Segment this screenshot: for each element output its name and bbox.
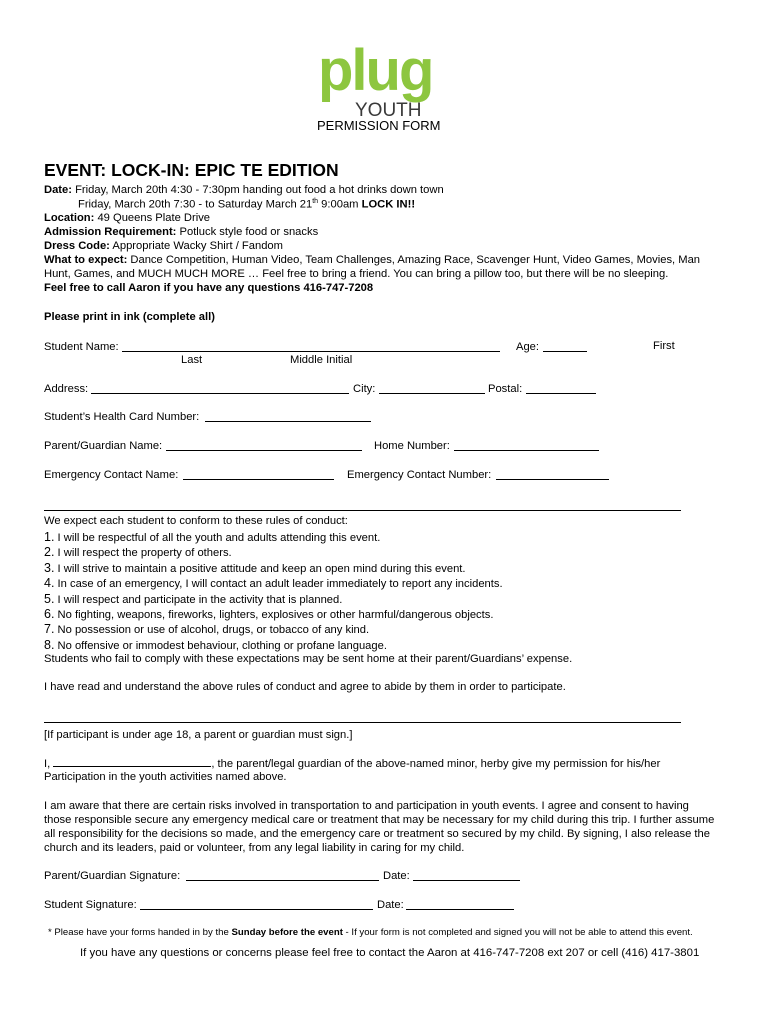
middle-initial-label: Middle Initial <box>290 354 353 366</box>
student-date-field[interactable] <box>406 900 514 910</box>
rule-item <box>44 545 503 560</box>
risk-line: church and its leaders, paid or volunteer, from any legal liability in caring for my child. <box>44 842 465 854</box>
expect-line2: Hunt, Games, and MUCH MUCH MORE … Feel free to bring a friend. You can bring a pillow too, but there will be no sleeping. <box>44 268 669 280</box>
rule-item <box>44 576 503 591</box>
date-row-2 <box>78 198 415 211</box>
age-label: Age: <box>516 341 540 353</box>
footer-note-a: * Please have your forms handed in by the <box>48 927 232 938</box>
divider-1 <box>44 510 681 511</box>
lock-in-label: LOCK IN!! <box>361 198 416 211</box>
rule-text: I will respect and participate in the activity that is planned. <box>57 593 343 606</box>
parent-signature-label: Parent/Guardian Signature: <box>44 870 181 882</box>
student-signature-field[interactable] <box>140 900 373 910</box>
divider-2 <box>44 722 681 723</box>
rule-text: I will be respectful of all the youth and adults attending this event. <box>57 532 381 544</box>
date-line2-sup: th <box>312 198 319 205</box>
location-value: 49 Queens Plate Drive <box>97 212 211 224</box>
rule-item <box>44 561 503 576</box>
guardian-name-label: Parent/Guardian Name: <box>44 440 163 452</box>
rule-number: 2. <box>44 545 55 560</box>
student-signature-label: Student Signature: <box>44 899 137 911</box>
health-card-label: Student’s Health Card Number: <box>44 411 200 423</box>
expect-line1: Dance Competition, Human Video, Team Challenges, Amazing Race, Scavenger Hunt, Video Games, Movies, Man <box>130 254 701 266</box>
emergency-name-label: Emergency Contact Name: <box>44 469 179 481</box>
rule-number: 1. <box>44 530 55 544</box>
print-note: Please print in ink (complete all) <box>44 311 215 323</box>
date-line1: Friday, March 20th 4:30 - 7:30pm handing out food a hot drinks down town <box>75 184 444 196</box>
parent-signature-field[interactable] <box>186 871 379 881</box>
rule-number: 3. <box>44 560 55 575</box>
guardian-statement <box>44 757 660 770</box>
rule-number: 5. <box>44 591 55 606</box>
age-field[interactable] <box>543 342 587 352</box>
rule-item <box>44 638 503 653</box>
admission-value: Potluck style food or snacks <box>179 226 319 238</box>
rule-text: No offensive or immodest behaviour, clothing or profane language. <box>57 639 387 652</box>
risk-paragraph <box>44 799 714 855</box>
rule-text: No fighting, weapons, fireworks, lighters, explosives or other harmful/dangerous objects. <box>57 608 494 621</box>
student-date-label: Date: <box>377 899 404 911</box>
parent-date-label: Date: <box>383 870 410 882</box>
date-row <box>44 184 444 196</box>
parent-date-field[interactable] <box>413 871 520 881</box>
dress-label: Dress Code: <box>44 240 110 252</box>
postal-label: Postal: <box>488 383 523 395</box>
city-label: City: <box>353 383 376 395</box>
dress-row <box>44 240 283 252</box>
rules-list <box>44 530 503 653</box>
city-field[interactable] <box>379 384 485 394</box>
rules-consequence: Students who fail to comply with these expectations may be sent home at their parent/Guardians’ expense. <box>44 653 573 665</box>
risk-line: all responsibility for the decisions so made, and the emergency care or treatment so secured by my child. By signing, I also release the <box>44 828 710 840</box>
rule-item <box>44 622 503 637</box>
footer-contact: If you have any questions or concerns please feel free to contact the Aaron at 416-747-7208 ext 207 or cell (416) 417-3801 <box>80 947 700 959</box>
rule-text: No possession or use of alcohol, drugs, or tobacco of any kind. <box>57 624 370 637</box>
rules-intro: We expect each student to conform to these rules of conduct: <box>44 515 348 527</box>
call-line: Feel free to call Aaron if you have any questions 416-747-7208 <box>44 282 374 294</box>
first-label: First <box>653 340 675 352</box>
emergency-number-field[interactable] <box>496 470 609 480</box>
expect-label: What to expect: <box>44 254 128 266</box>
rules-ol <box>44 530 503 653</box>
plug-youth-logo <box>318 40 463 120</box>
rule-number: 6. <box>44 606 55 621</box>
guardian-i-field[interactable] <box>53 757 211 767</box>
rules-agreement: I have read and understand the above rules of conduct and agree to abide by them in order to participate. <box>44 681 566 693</box>
expect-row <box>44 254 700 266</box>
rule-item <box>44 592 503 607</box>
location-row <box>44 212 210 224</box>
admission-label: Admission Requirement: <box>44 226 177 238</box>
emergency-number-label: Emergency Contact Number: <box>347 469 492 481</box>
event-title: EVENT: LOCK-IN: EPIC TE EDITION <box>44 160 339 180</box>
last-label: Last <box>181 354 203 366</box>
home-number-label: Home Number: <box>374 440 450 452</box>
guardian-name-field[interactable] <box>166 441 362 451</box>
dress-value: Appropriate Wacky Shirt / Fandom <box>112 240 283 252</box>
risk-line: I am aware that there are certain risks involved in transportation to and participation in youth events. I agree and consent to having <box>44 800 689 812</box>
logo-word: plug <box>318 40 433 103</box>
form-title: PERMISSION FORM <box>317 118 441 133</box>
footer-note-bold: Sunday before the event <box>231 927 343 938</box>
rule-number: 7. <box>44 622 55 637</box>
logo-graphic <box>318 40 463 120</box>
student-name-field[interactable] <box>122 342 500 352</box>
guardian-statement-2: Participation in the youth activities named above. <box>44 771 287 783</box>
rule-text: In case of an emergency, I will contact an adult leader immediately to report any incidents. <box>57 578 503 591</box>
student-name-label: Student Name: <box>44 341 119 353</box>
rule-text: I will respect the property of others. <box>57 547 232 560</box>
rule-text: I will strive to maintain a positive attitude and keep an open mind during this event. <box>57 562 466 575</box>
admission-row <box>44 226 318 238</box>
address-field[interactable] <box>91 384 349 394</box>
rule-item <box>44 530 503 545</box>
under-18-note: [If participant is under age 18, a parent or guardian must sign.] <box>44 729 353 741</box>
postal-field[interactable] <box>526 384 596 394</box>
date-label: Date: <box>44 184 72 196</box>
date-line2-a: Friday, March 20th 7:30 - to Saturday March 21 <box>78 198 313 211</box>
location-label: Location: <box>44 212 95 224</box>
rule-number: 8. <box>44 637 55 652</box>
address-label: Address: <box>44 383 89 395</box>
footer-note-b: - If your form is not completed and signed you will not be able to attend this event. <box>342 927 693 938</box>
logo-sub: YOUTH <box>355 100 422 120</box>
i-suffix: , the parent/legal guardian of the above-named minor, herby give my permission for his/her <box>211 758 661 770</box>
rule-item <box>44 607 503 622</box>
i-prefix: I, <box>44 758 51 770</box>
rule-number: 4. <box>44 576 55 591</box>
home-number-field[interactable] <box>454 441 599 451</box>
emergency-name-field[interactable] <box>183 470 334 480</box>
footer-note <box>48 927 693 938</box>
health-card-field[interactable] <box>205 412 371 422</box>
risk-line: those responsible secure any emergency medical care or treatment that may be necessary for my child during this trip. I further assume <box>44 814 715 826</box>
date-line2-b: 9:00am <box>318 198 362 211</box>
